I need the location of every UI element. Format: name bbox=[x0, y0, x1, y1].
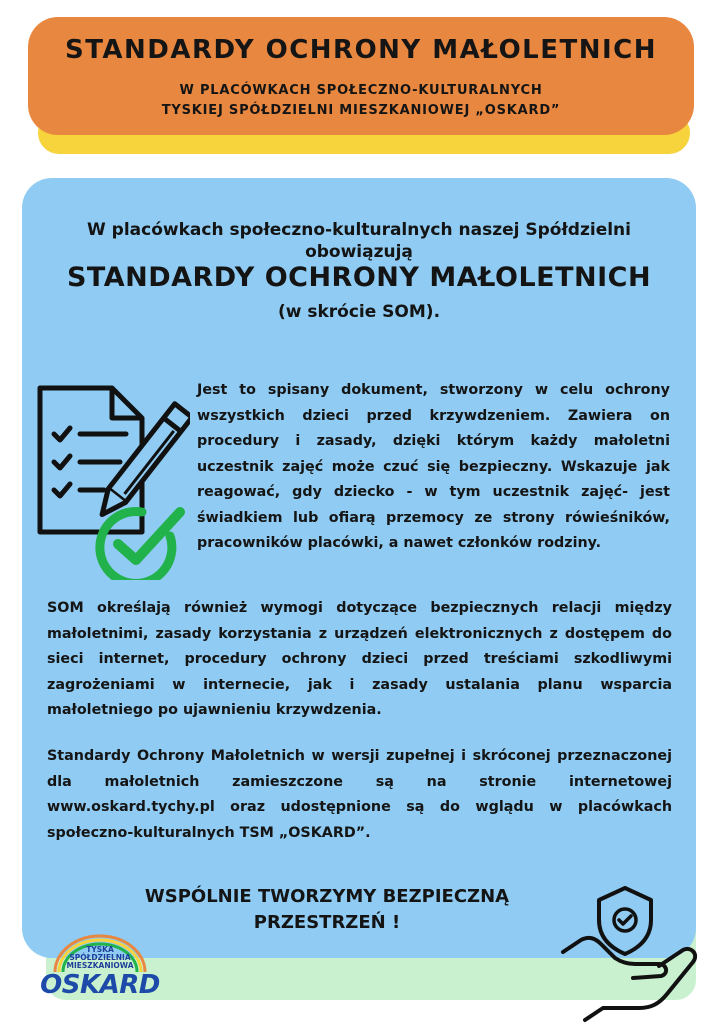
intro-line2: obowiązują bbox=[305, 242, 413, 262]
paragraph-availability: Standardy Ochrony Małoletnich w wersji zupełnej i skróconej przeznaczonej dla małoletnich zamieszczone są na stronie internetowej www.oskard.tychy.pl oraz udostępnione są do wglądu w placówkach społeczno-kulturalnych TSM „OSKARD”. bbox=[47, 748, 672, 841]
closing-line1: WSPÓLNIE TWORZYMY BEZPIECZNĄ bbox=[144, 886, 510, 907]
intro-heading: STANDARDY OCHRONY MAŁOLETNICH bbox=[66, 262, 652, 293]
logo-line3: MIESZKANIOWA bbox=[66, 961, 134, 970]
oskard-logo bbox=[35, 932, 165, 1004]
logo-wordmark: OSKARD bbox=[40, 970, 160, 1000]
header-banner bbox=[28, 17, 694, 135]
page-subtitle-line1: W PLACÓWKACH SPOŁECZNO-KULTURALNYCH bbox=[179, 83, 543, 98]
shield-in-hand-icon bbox=[555, 882, 705, 1024]
paragraph-requirements: SOM określają również wymogi dotyczące bezpiecznych relacji między małoletnimi, zasady korzystania z urządzeń elektronicznych z dostępem do sieci internet, procedury ochrony dzieci przed treściami szkodliwymi zagrożeniami w internecie, jak i zasady ustalania planu wsparcia małoletniego po ujawnieniu krzywdzenia. bbox=[47, 600, 672, 718]
intro-line3: (w skrócie SOM). bbox=[277, 302, 441, 322]
checklist-with-pen-icon bbox=[34, 384, 190, 580]
logo-line1: TYSKA bbox=[86, 945, 114, 954]
logo-line2: SPÓŁDZIELNIA bbox=[69, 953, 131, 962]
closing-line2: PRZESTRZEŃ ! bbox=[253, 912, 401, 933]
paragraph-definition: Jest to spisany dokument, stworzony w celu ochrony wszystkich dzieci przed krzywdzeniem. Zawiera on procedury i zasady, dzięki którym każdy małoletni uczestnik zajęć może czuć się bezpieczny. Wskazuje jak reagować, gdy dziecko - w tym uczestnik zajęć- jest świadkiem lub ofiarą przemocy ze strony rówieśników, pracowników placówki, a nawet członków rodziny. bbox=[197, 382, 670, 551]
closing-slogan bbox=[142, 884, 512, 936]
intro-line1: W placówkach społeczno-kulturalnych naszej Spółdzielni bbox=[87, 220, 631, 240]
page-subtitle-line2: TYSKIEJ SPÓŁDZIELNI MIESZKANIOWEJ „OSKARD” bbox=[161, 103, 561, 118]
page-title: STANDARDY OCHRONY MAŁOLETNICH bbox=[64, 35, 658, 65]
